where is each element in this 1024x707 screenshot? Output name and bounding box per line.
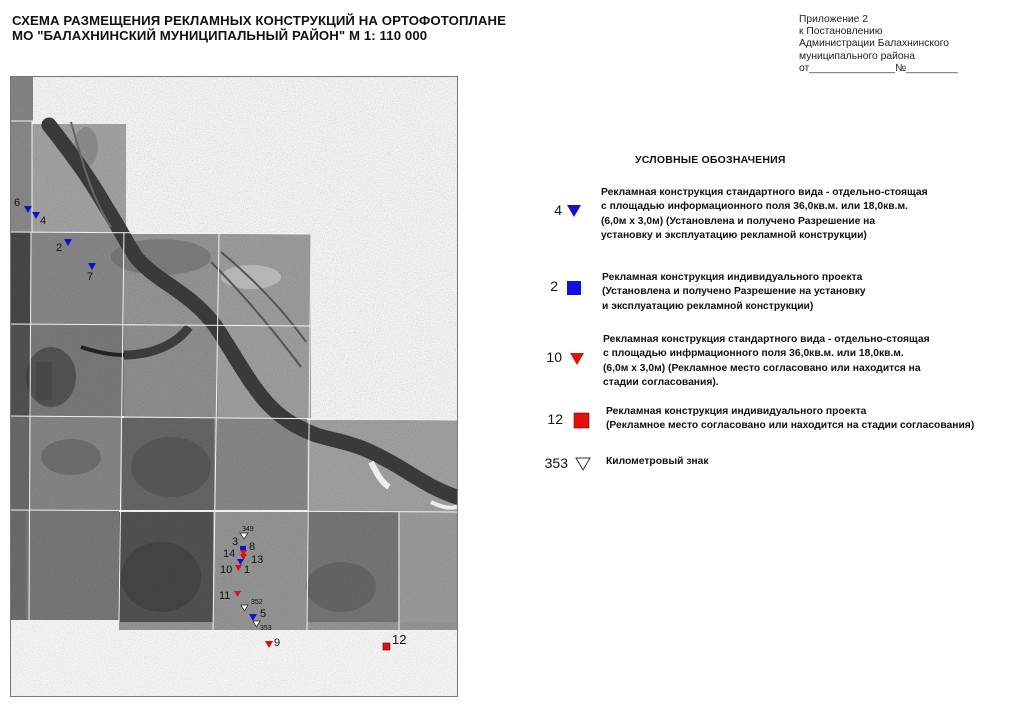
marker-label-14: 14 xyxy=(223,548,236,560)
legend-line: (Рекламное место согласовано или находится на стадии согласования) xyxy=(606,420,975,432)
orthophoto-map[interactable] xyxy=(10,76,458,697)
marker-12[interactable] xyxy=(383,643,390,650)
legend-line: установку и эксплуатацию рекламной конструкции) xyxy=(601,229,867,241)
marker-label-4: 4 xyxy=(40,215,47,227)
tile xyxy=(11,77,33,121)
legend-line: с площадью инфрмационного поля 36,0кв.м. или 18,0кв.м. xyxy=(603,348,904,360)
legend-line: Рекламная конструкция стандартного вида - отдельно-стоящая xyxy=(601,187,928,198)
legend-line: с площадью информационного поля 36,0кв.м. или 18,0кв.м. xyxy=(601,201,908,213)
tile xyxy=(11,232,31,324)
title-line-2: МО "БАЛАХНИНСКИЙ МУНИЦИПАЛЬНЫЙ РАЙОН" М 1: 110 000 xyxy=(12,28,428,43)
marker-label-2: 2 xyxy=(56,242,63,254)
marker-label-8: 8 xyxy=(249,541,256,553)
tile xyxy=(119,622,457,630)
legend-line: (6,0м х 3,0м) (Установлена и получено Разрешение на xyxy=(601,215,876,227)
appendix-note xyxy=(799,14,958,75)
red-triangle-icon xyxy=(569,352,585,366)
legend-description xyxy=(603,333,930,390)
legend-line: (6,0м х 3,0м) (Рекламное место согласовано или находится на xyxy=(603,362,921,374)
map-title xyxy=(12,13,506,43)
tile xyxy=(11,510,26,620)
title-line-1: СХЕМА РАЗМЕЩЕНИЯ РЕКЛАМНЫХ КОНСТРУКЦИЙ НА ОРТОФОТОПЛАНЕ xyxy=(12,13,507,28)
tile xyxy=(399,512,457,622)
legend-number: 12 xyxy=(547,411,563,427)
legend-line: Рекламная конструкция индивидуального проекта xyxy=(606,406,867,417)
legend-line: Километровый знак xyxy=(606,456,709,467)
map-canvas xyxy=(11,77,457,696)
tile xyxy=(11,121,32,232)
red-square-icon xyxy=(573,412,590,429)
marker-label-9: 9 xyxy=(274,637,281,649)
appendix-line-2: к Постановлению xyxy=(799,26,883,38)
legend-line: и эксплуатацию рекламной конструкции) xyxy=(602,300,814,312)
appendix-line-5: от_______________№_________ xyxy=(799,62,958,74)
legend-description xyxy=(601,186,928,243)
legend-description xyxy=(606,455,709,469)
blue-triangle-icon xyxy=(566,204,582,218)
legend-number: 4 xyxy=(554,202,562,218)
legend-number: 2 xyxy=(550,278,558,294)
legend-title: УСЛОВНЫЕ ОБОЗНАЧЕНИЯ xyxy=(635,154,786,166)
marker-label-11: 11 xyxy=(219,590,231,602)
legend-number: 353 xyxy=(544,455,568,471)
km-label-352: 352 xyxy=(251,599,263,606)
tile xyxy=(26,510,119,620)
legend-line: Рекламная конструкция индивидуального проекта xyxy=(602,272,863,283)
appendix-line-4: муниципального района xyxy=(799,50,915,62)
km-label-349: 349 xyxy=(242,526,254,533)
marker-3[interactable] xyxy=(240,546,246,550)
marker-label-5: 5 xyxy=(260,608,267,620)
blue-square-icon xyxy=(566,280,582,296)
marker-label-3: 3 xyxy=(232,536,239,548)
appendix-line-3: Администрации Балахнинского xyxy=(799,38,949,50)
marker-label-6: 6 xyxy=(14,197,21,209)
marker-label-12: 12 xyxy=(392,632,407,647)
tile xyxy=(11,416,29,510)
marker-label-1: 1 xyxy=(244,564,251,576)
legend-line: (Установлена и получено Разрешение на установку xyxy=(602,286,866,298)
legend-description xyxy=(602,271,866,314)
marker-label-13: 13 xyxy=(251,554,264,566)
legend-line: Рекламная конструкция стандартного вида - отдельно-стоящая xyxy=(603,334,930,345)
legend-description xyxy=(606,405,974,434)
km-sign-icon xyxy=(575,457,591,471)
appendix-line-1: Приложение 2 xyxy=(799,14,868,25)
km-label-353: 353 xyxy=(260,625,272,632)
marker-label-7: 7 xyxy=(87,271,94,283)
marker-label-10: 10 xyxy=(220,564,233,576)
legend-number: 10 xyxy=(546,349,562,365)
blank-area xyxy=(11,620,119,696)
tile xyxy=(31,232,124,324)
legend-line: стадии согласования). xyxy=(603,376,719,388)
